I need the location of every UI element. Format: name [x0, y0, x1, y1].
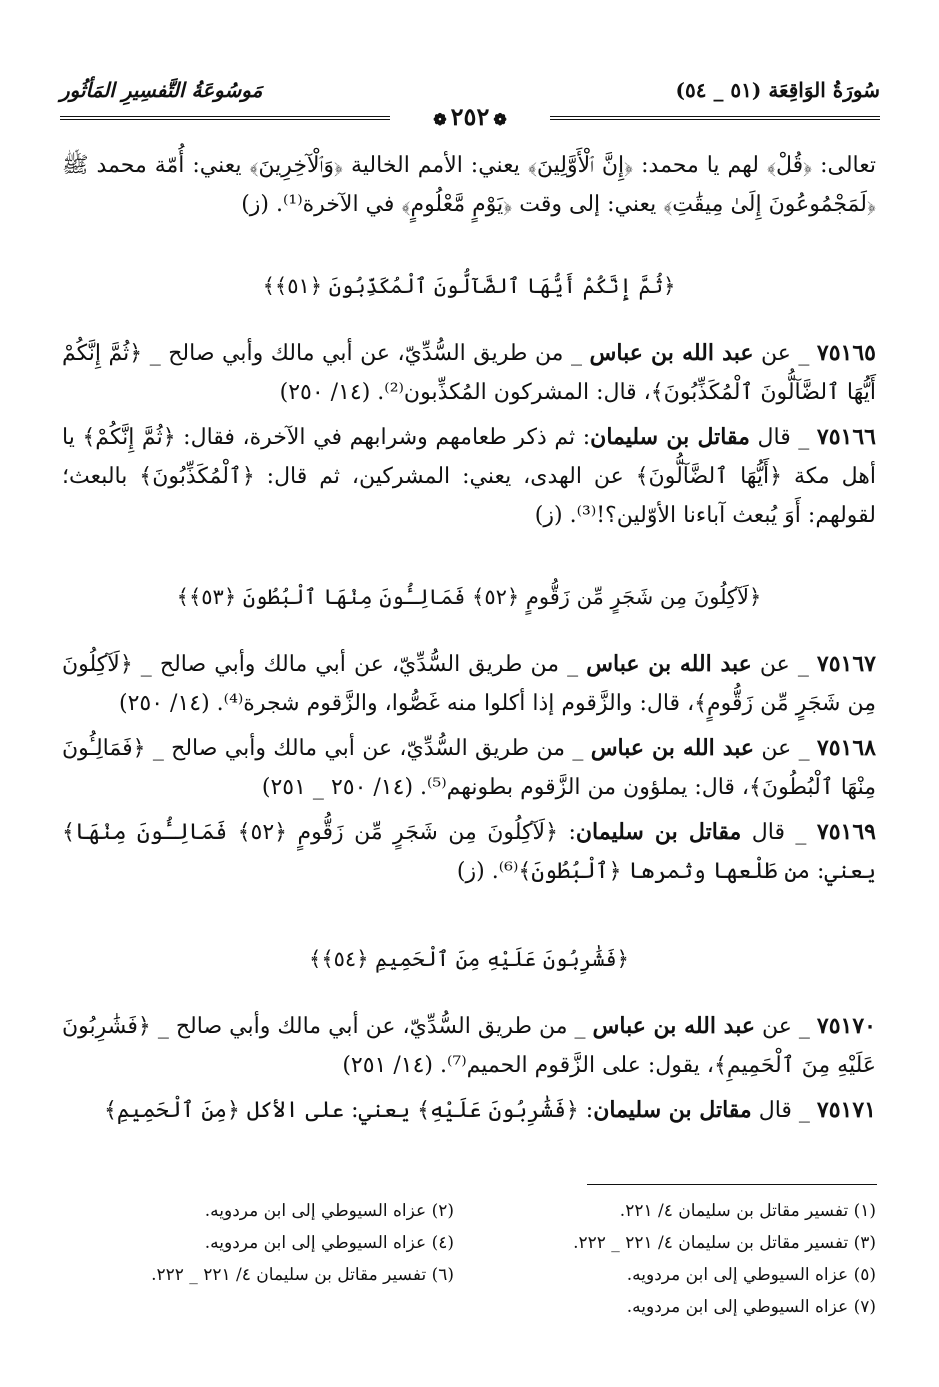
narration-prefix: _ عن [754, 736, 817, 761]
narration [62, 729, 876, 807]
verse-heading: ﴿ثُمَّ إِنَّكُمْ أَيُّهَا ٱلضَّآلُّونَ ٱلْمُكَذِّبُونَ ﴿٥١﴾﴾ [262, 274, 676, 298]
page-number: ٢٥٢ [450, 102, 490, 131]
page-body [62, 146, 876, 1136]
narration-number: ٧٥١٦٩ [816, 819, 876, 845]
footnote: (٣) تفسير مقاتل بن سليمان ٤/ ٢٢١ _ ٢٢٢. [573, 1233, 876, 1253]
book-title: مَوسُوعَةُ التَّفسِيرِ المَأثُور [60, 78, 263, 102]
header-rule-right [550, 116, 880, 120]
narration-number: ٧٥١٦٨ [816, 735, 876, 761]
narration-text: _ من طريق السُّدِّيّ، عن أبي مالك وأبي صالح _ ﴿فَشَٰرِبُونَ عَلَيْهِ مِنَ ٱلْحَمِيمِ﴾، يقول: على الزَّقوم الحميم⁽⁷⁾. (١٤/ ٢٥١) [62, 1014, 876, 1078]
narrator-name: مقاتل بن سليمان [590, 424, 750, 450]
narration-text: : ﴿فَشَٰرِبُونَ عَلَيْهِ﴾ يعني: على الأكل ﴿مِنَ ٱلْحَمِيمِ﴾ [104, 1098, 594, 1123]
footnote: (٧) عزاه السيوطي إلى ابن مردويه. [626, 1297, 876, 1317]
narration-prefix: _ قال [749, 425, 817, 450]
narration-prefix: _ عن [753, 341, 817, 366]
footnote-divider [587, 1184, 877, 1185]
footnote: (٥) عزاه السيوطي إلى ابن مردويه. [626, 1265, 876, 1285]
surah-title: سُورَةُ الوَاقِعَة (٥١ _ ٥٤) [675, 78, 880, 102]
running-header [60, 70, 880, 130]
narration [62, 645, 876, 723]
narrator-name: عبد الله بن عباس [592, 1013, 755, 1039]
narration [62, 334, 876, 412]
verse-heading: ﴿لَآكِلُونَ مِن شَجَرٍ مِّن زَقُّومٍ ﴿٥٢﴾ فَمَالِـُٔونَ مِنْهَا ٱلْبُطُونَ ﴿٥٣﴾﴾ [176, 585, 762, 609]
narration-prefix: _ عن [754, 1014, 817, 1039]
narration-number: ٧٥١٧١ [816, 1097, 876, 1123]
narration-number: ٧٥١٧٠ [816, 1013, 876, 1039]
narration-number: ٧٥١٦٧ [816, 651, 876, 677]
narration-prefix: _ عن [751, 652, 817, 677]
verse-heading: ﴿فَشَٰرِبُونَ عَلَيْهِ مِنَ ٱلْحَمِيمِ ﴿٥٤﴾﴾ [309, 947, 629, 971]
footnote: (١) تفسير مقاتل بن سليمان ٤/ ٢٢١. [619, 1201, 876, 1221]
ornament-icon: ❁ [433, 110, 447, 129]
narration-text: _ من طريق السُّدِّيّ، عن أبي مالك وأبي صالح _ ﴿ثُمَّ إِنَّكُمْ أَيُّهَا ٱلضَّآلُّونَ ٱلْمُكَذِّبُونَ﴾، قال: المشركون المُكذِّبون⁽²⁾. (١٤/ ٢٥٠) [62, 341, 876, 405]
narration [62, 813, 876, 891]
ornament-icon: ❁ [493, 110, 507, 129]
narrator-name: عبد الله بن عباس [586, 651, 752, 677]
narration-text: : ثم ذكر طعامهم وشرابهم في الآخرة، فقال: ﴿ثُمَّ إِنَّكُمْ﴾ يا أهل مكة ﴿أَيُّهَا ٱلضَّآلُّونَ﴾ عن الهدى، يعني: المشركين، ثم قال: ﴿ٱلْمُكَذِّبُونَ﴾ بالبعث؛ لقولهم: أَوَ يُبعث آباءنا الأوّلين؟!⁽³⁾. (ز) [62, 425, 876, 528]
header-rule-left [60, 116, 390, 120]
narrator-name: عبد الله بن عباس [589, 340, 754, 366]
narration-prefix: _ قال [751, 1098, 817, 1123]
narrator-name: مقاتل بن سليمان [593, 1097, 752, 1123]
narration-text: _ من طريق السُّدِّيّ، عن أبي مالك وأبي صالح _ ﴿فَمَالِـُٔونَ مِنْهَا ٱلْبُطُونَ﴾، قال: يملؤون من الزَّقوم بطونهم⁽⁵⁾. (١٤/ ٢٥٠ _ ٢٥١) [62, 736, 876, 800]
footnote: (٢) عزاه السيوطي إلى ابن مردويه. [204, 1201, 454, 1221]
narrator-name: عبد الله بن عباس [590, 735, 755, 761]
narration-text: _ من طريق السُّدِّيّ، عن أبي مالك وأبي صالح _ ﴿لَآكِلُونَ مِن شَجَرٍ مِّن زَقُّومٍ﴾، قال: والزَّقوم إذا أكلوا منه غَصُّوا، والزَّقوم شجرة⁽⁴⁾. (١٤/ ٢٥٠) [62, 652, 876, 716]
narration [62, 1091, 876, 1130]
narration [62, 418, 876, 535]
narration-prefix: _ قال [741, 820, 817, 845]
footnote: (٦) تفسير مقاتل بن سليمان ٤/ ٢٢١ _ ٢٢٢. [151, 1265, 454, 1285]
footnotes [62, 1198, 876, 1320]
footnote: (٤) عزاه السيوطي إلى ابن مردويه. [204, 1233, 454, 1253]
page-number-wrap [429, 102, 510, 131]
narrator-name: مقاتل بن سليمان [575, 819, 742, 845]
narration-number: ٧٥١٦٦ [816, 424, 876, 450]
narration-number: ٧٥١٦٥ [816, 340, 876, 366]
narration-text: : ﴿لَآكِلُونَ مِن شَجَرٍ مِّن زَقُّومٍ ﴿٥٢﴾ فَمَالِـُٔونَ مِنْهَا﴾ يعني: من طَلْعها وثمرها ﴿ٱلْبُطُونَ﴾⁽⁶⁾. (ز) [62, 820, 876, 884]
narration [62, 1007, 876, 1085]
intro-paragraph: تعالى: ﴿قُلْ﴾ لهم يا محمد: ﴿إِنَّ ٱلْأَوَّلِينَ﴾ يعني: الأمم الخالية ﴿وَٱلْآخِرِينَ﴾ يعني: أُمّة محمد ﷺ ﴿لَمَجْمُوعُونَ إِلَىٰ مِيقَٰتِ﴾ يعني: إلى وقت ﴿يَوْمٍ مَّعْلُومٍ﴾ في الآخرة⁽¹⁾. (ز) [62, 153, 876, 217]
